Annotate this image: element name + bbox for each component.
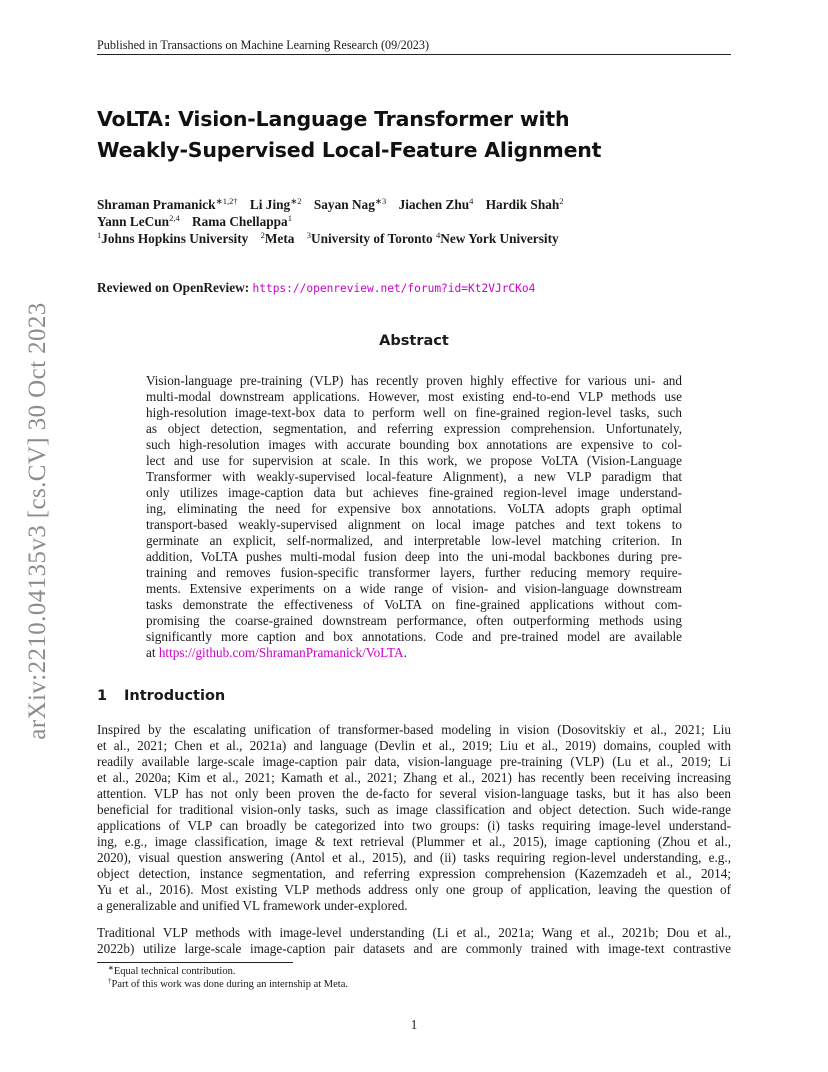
text-line: Inspired by the escalating unification of transformer-based modeling in vision (Dosovitskiy et al., 2021; Liu xyxy=(97,722,731,737)
text-line: as object detection, segmentation, and referring expression comprehension. Unfortunately, xyxy=(146,421,682,436)
text-line: object detection, instance segmentation, and referring expression comprehension (Kazemzadeh et al., 2014; xyxy=(97,866,731,881)
github-link[interactable]: https://github.com/ShramanPramanick/VoLTA xyxy=(158,645,404,660)
text-line: Transformer with weakly-supervised local-feature Alignment), a new VLP paradigm that xyxy=(146,469,682,484)
footnote-text: Equal technical contribution. xyxy=(113,966,236,977)
text-line: germinate an explicit, self-normalized, and interpretable low-level matching criterion. In xyxy=(146,533,682,548)
author-affil-sup: 1 xyxy=(287,213,292,223)
affiliation: University of Toronto xyxy=(310,231,433,246)
text-line: readily available large-scale image-caption pair data, vision-language pre-training (VLP) (Lu et al., 2019; Li xyxy=(97,754,731,769)
openreview-link[interactable]: https://openreview.net/forum?id=Kt2VJrCKo4 xyxy=(252,282,536,295)
text-line: attention. VLP has not only been proven the de-facto for several vision-language tasks, but it has also been xyxy=(97,786,731,801)
text-line: high-resolution image-text-box data to perform well on fine-grained region-level tasks, such xyxy=(146,405,682,420)
abstract-last-line xyxy=(146,645,682,661)
text-line: ments. Extensive experiments on a wide range of vision- and vision-language downstream xyxy=(146,581,682,596)
affil-sup: 4 xyxy=(435,230,441,240)
author-affil-sup: ∗3 xyxy=(374,196,387,206)
author-name: Shraman Pramanick xyxy=(97,197,216,212)
text-line: significantly more caption and box annotations. Code and pre-trained model are available xyxy=(146,629,682,644)
section-number: 1 xyxy=(97,688,108,704)
affil-sup: 1 xyxy=(97,230,102,240)
paper-title xyxy=(97,104,737,166)
affiliation-line xyxy=(97,230,737,247)
text-line: applications of VLP can broadly be categorized into two groups: (i) tasks requiring image-level understand- xyxy=(97,818,731,833)
author-line-1 xyxy=(97,196,737,213)
text-line: Yu et al., 2016). Most existing VLP methods address only one group of application, leaving the question of xyxy=(97,882,731,897)
text-line: et al., 2021; Chen et al., 2021a) and language (Devlin et al., 2019; Liu et al., 2019) domains, coupled with xyxy=(97,738,731,753)
abstract-last-prefix: at xyxy=(146,645,159,660)
affiliation: Johns Hopkins University xyxy=(101,231,249,246)
text-line: transport-based weakly-supervised alignment on local image patches and text tokens to xyxy=(146,517,682,532)
abstract-last-suffix: . xyxy=(403,645,407,660)
author-affil-sup: 2 xyxy=(559,196,564,206)
section-title: Introduction xyxy=(124,688,226,704)
page-number: 1 xyxy=(410,1017,418,1032)
author-name: Hardik Shah xyxy=(485,197,560,212)
text-line: Traditional VLP methods with image-level understanding (Li et al., 2021a; Wang et al., 2021b; Dou et al., xyxy=(97,925,731,940)
text-line: beneficial for traditional vision-only tasks, such as image classification and object detection. Such wide-range xyxy=(97,802,731,817)
footnote-1 xyxy=(108,965,235,978)
arxiv-stamp-text: arXiv:2210.04135v3 [cs.CV] 30 Oct 2023 xyxy=(24,302,51,740)
text-line: only utilizes image-caption data but achieves fine-grained region-level image understand- xyxy=(146,485,682,500)
text-line: multi-modal downstream applications. However, most existing end-to-end VLP methods use xyxy=(146,389,682,404)
text-line: Vision-language pre-training (VLP) has recently proven highly effective for various uni- and xyxy=(146,373,682,388)
running-header: Published in Transactions on Machine Learning Research (09/2023) xyxy=(97,38,430,52)
text-line: such high-resolution images with accurate bounding box annotations are expensive to col- xyxy=(146,437,682,452)
author-name: Sayan Nag xyxy=(313,197,375,212)
affiliation: Meta xyxy=(264,231,295,246)
author-block xyxy=(97,196,737,247)
footnote-mark: ∗ xyxy=(108,964,114,972)
abstract-heading: Abstract xyxy=(379,333,449,349)
footnote-text: Part of this work was done during an internship at Meta. xyxy=(111,979,348,990)
footnote-2 xyxy=(108,978,348,991)
author-affil-sup: ∗2 xyxy=(290,196,302,206)
author-affil-sup: 4 xyxy=(469,196,474,206)
footnote-mark: † xyxy=(108,977,112,985)
review-line xyxy=(97,280,737,297)
text-line: ing, eliminating the need for expensive box annotations. VoLTA adopts graph optimal xyxy=(146,501,682,516)
section-heading xyxy=(97,687,225,705)
footnote-rule xyxy=(97,962,293,963)
text-line: ing, e.g., image classification, image & text retrieval (Plummer et al., 2015), image captioning (Zhou et al., xyxy=(97,834,731,849)
text-line: 2022b) utilize large-scale image-caption pair datasets and are commonly trained with image-text contrastive xyxy=(97,941,731,956)
affil-sup: 2 xyxy=(260,230,265,240)
review-label: Reviewed on OpenReview: xyxy=(97,280,250,295)
author-name: Rama Chellappa xyxy=(192,214,288,229)
title-line-1: VoLTA: Vision-Language Transformer with xyxy=(97,107,570,131)
author-line-2 xyxy=(97,213,737,230)
text-line: a generalizable and unified VL framework under-explored. xyxy=(97,898,408,913)
text-line: addition, VoLTA pushes multi-modal fusion deep into the uni-modal backbones during pre- xyxy=(146,549,682,564)
text-line: promising the coarse-grained downstream performance, often outperforming methods using xyxy=(146,613,682,628)
text-line: lect and use for supervision at scale. In this work, we propose VoLTA (Vision-Language xyxy=(146,453,682,468)
text-line: training and removes fusion-specific transformer layers, further reducing memory require- xyxy=(146,565,682,580)
text-line: et al., 2020a; Kim et al., 2021; Kamath et al., 2021; Zhang et al., 2021) has recently been receiving increasing xyxy=(97,770,731,785)
author-name: Li Jing xyxy=(249,197,291,212)
author-name: Jiachen Zhu xyxy=(398,197,470,212)
author-affil-sup: ∗1,2† xyxy=(215,196,238,206)
header-rule xyxy=(97,54,731,55)
author-name: Yann LeCun xyxy=(97,214,170,229)
text-line: 2020), visual question answering (Antol et al., 2015), and (ii) tasks requiring region-level understanding, e.g., xyxy=(97,850,731,865)
author-affil-sup: 2,4 xyxy=(169,213,180,223)
affil-sup: 3 xyxy=(306,230,311,240)
title-line-2: Weakly-Supervised Local-Feature Alignment xyxy=(97,138,602,162)
affiliation: New York University xyxy=(440,231,559,246)
text-line: tasks demonstrate the effectiveness of VoLTA on fine-grained applications without com- xyxy=(146,597,682,612)
